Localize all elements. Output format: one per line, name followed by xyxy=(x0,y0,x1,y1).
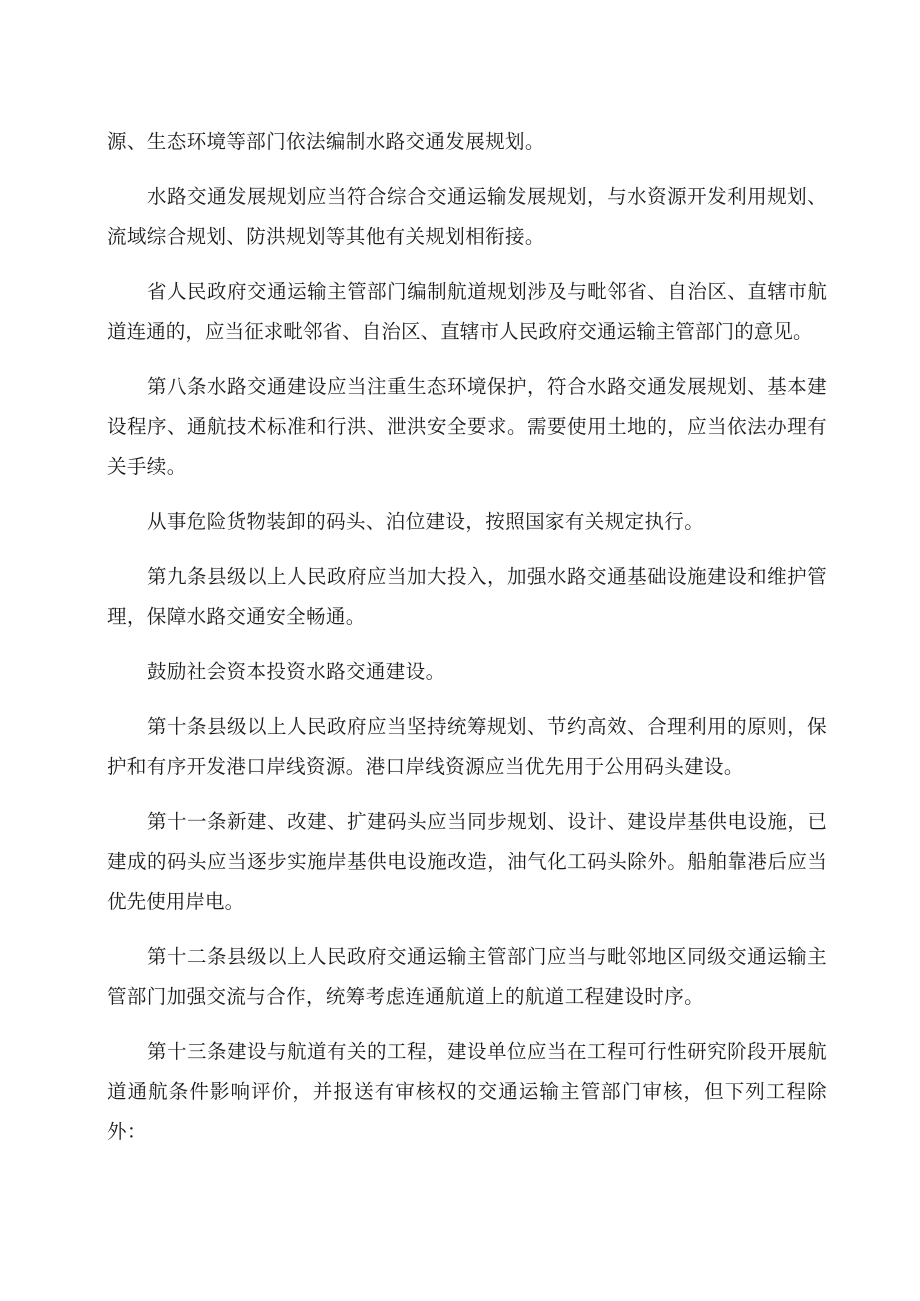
paragraph-article-13: 第十三条建设与航道有关的工程，建设单位应当在工程可行性研究阶段开展航道通航条件影响评价，并报送有审核权的交通运输主管部门审核，但下列工程除外： xyxy=(107,1040,827,1143)
paragraph-article-11: 第十一条新建、改建、扩建码头应当同步规划、设计、建设岸基供电设施，已建成的码头应当逐步实施岸基供电设施改造，油气化工码头除外。船舶靠港后应当优先使用岸电。 xyxy=(107,810,827,913)
paragraph-2: 水路交通发展规划应当符合综合交通运输发展规划，与水资源开发利用规划、流域综合规划、防洪规划等其他有关规划相衔接。 xyxy=(107,185,827,248)
paragraph-article-10: 第十条县级以上人民政府应当坚持统筹规划、节约高效、合理利用的原则，保护和有序开发港口岸线资源。港口岸线资源应当优先用于公用码头建设。 xyxy=(107,715,827,778)
paragraph-article-8: 第八条水路交通建设应当注重生态环境保护，符合水路交通发展规划、基本建设程序、通航技术标准和行洪、泄洪安全要求。需要使用土地的，应当依法办理有关手续。 xyxy=(107,375,827,478)
paragraph-3: 省人民政府交通运输主管部门编制航道规划涉及与毗邻省、自治区、直辖市航道连通的，应当征求毗邻省、自治区、直辖市人民政府交通运输主管部门的意见。 xyxy=(107,280,827,343)
paragraph-article-9: 第九条县级以上人民政府应当加大投入，加强水路交通基础设施建设和维护管理，保障水路交通安全畅通。 xyxy=(107,565,827,628)
paragraph-1: 源、生态环境等部门依法编制水路交通发展规划。 xyxy=(107,130,545,153)
body-text xyxy=(107,122,827,1167)
paragraph-5: 从事危险货物装卸的码头、泊位建设，按照国家有关规定执行。 xyxy=(147,510,705,533)
paragraph-7: 鼓励社会资本投资水路交通建设。 xyxy=(147,660,446,683)
paragraph-article-12: 第十二条县级以上人民政府交通运输主管部门应当与毗邻地区同级交通运输主管部门加强交流与合作，统筹考虑连通航道上的航道工程建设时序。 xyxy=(107,945,827,1008)
